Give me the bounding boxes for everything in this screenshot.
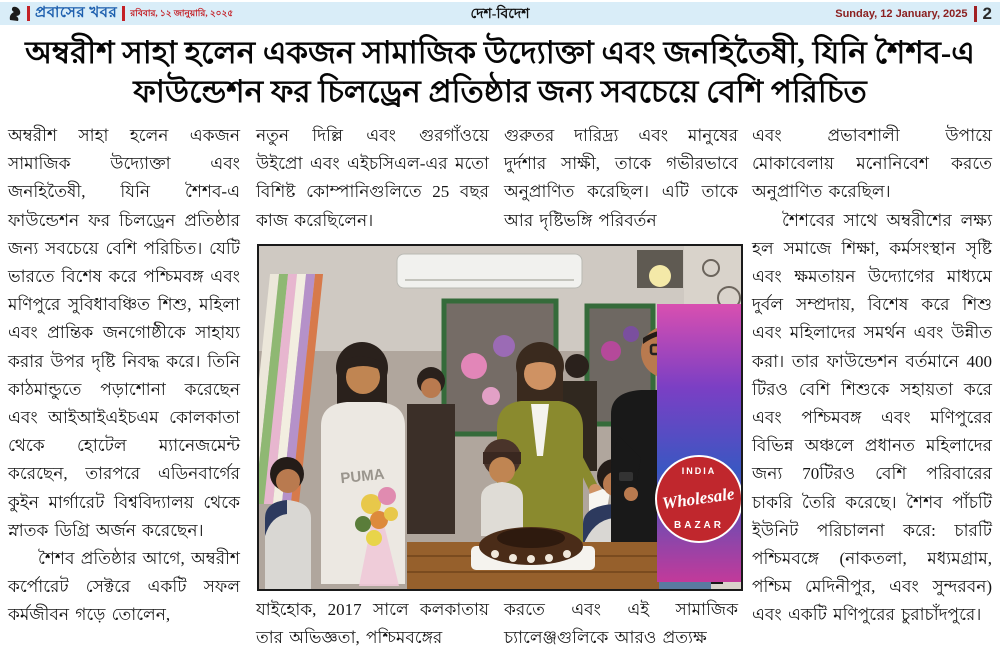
paragraph: গুরুতর দারিদ্র্য এবং মানুষের দুর্দশার সাক্ষী, তাকে গভীরভাবে অনুপ্রাণিত করেছিল। এটি তাকে আর দৃষ্টিভঙ্গি পরিবর্তন [504,126,738,230]
masthead-left [0,1,233,26]
banner-text-bazar: BAZAR [674,520,724,531]
shirt-brand-text: PUMA [339,465,386,488]
paragraph: শৈশবের সাথে অম্বরীশের লক্ষ্য হল সমাজে শিক্ষা, কর্মসংস্থান সৃষ্টি এবং ক্ষমতায়ন উদ্যোগের মাধ্যমে দুর্বল সম্প্রদায়, বিশেষ করে শিশু এবং মহিলাদের সমর্থন এবং উন্নীত করা। তার ফাউন্ডেশন বর্তমানে 400 টিরও বেশি শিশুকে সহায়তা করে এবং পশ্চিমবঙ্গ এবং মণিপুরের বিভিন্ন অঞ্চলে প্রধানত মহিলাদের জন্য 70টিরও বেশি পরিবারের চাকরি তৈরি করেছে। শৈশব পাঁচটি ইউনিট পরিচালনা করে: চারটি পশ্চিমবঙ্গে (নাকতলা, মধ্যমগ্রাম, পশ্চিম মেদিনীপুর, এবং সুন্দরবন) এবং একটি মণিপুরের চুরাচাঁদপুরে। [752,210,992,625]
newspaper-logo-icon [8,6,22,22]
page-number: 2 [982,3,992,23]
air-conditioner [397,254,582,288]
balloon [461,353,487,379]
balloon [482,387,500,405]
article-column-3-bottom [504,596,738,655]
paragraph: এবং প্রভাবশালী উপায়ে মোকাবেলায় মনোনিবেশ করতে অনুপ্রাণিত করেছিল। [752,126,992,202]
article-headline [6,33,994,111]
masthead-right [835,4,1000,24]
article-column-4 [752,122,992,652]
paragraph: করতে এবং এই সামাজিক চ্যালেঞ্জগুলিকে আরও প্রত্যক্ষ [504,600,738,648]
masthead-divider [27,6,30,21]
balloon [493,335,515,357]
paragraph: নতুন দিল্লি এবং গুরগাঁওয়ে উইপ্রো এবং এইচসিএল-এর মতো বিশিষ্ট কোম্পানিগুলিতে 25 বছর কাজ করেছিলেন। [256,126,489,230]
article-photo [257,244,743,591]
boy-with-beanie [481,439,523,536]
article-column-2-top [256,122,489,240]
section-title: দেশ-বিদেশ [470,6,530,22]
wholesale-banner [656,304,741,582]
ceiling-lamp [637,250,683,288]
balloon [623,326,639,342]
paragraph: অম্বরীশ সাহা হলেন একজন সামাজিক উদ্যোক্তা এবং জনহিতৈষী, যিনি শৈশব-এ ফাউন্ডেশন ফর চিলড্রেন প্রতিষ্ঠার জন্য সবচেয়ে বেশি পরিচিত। যেটি ভারতে বিশেষ করে পশ্চিমবঙ্গ এবং মণিপুরে সুবিধাবঞ্চিত শিশু, মহিলা এবং প্রান্তিক জনগোষ্ঠীকে সাহায্য করার উপর দৃষ্টি নিবদ্ধ করে। তিনি কাঠমান্ডুতে পড়াশোনা করেছেন এবং আইআইএইচএম কোলকাতা থেকে হোটেল ম্যানেজমেন্ট করেছেন, তারপরে এডিনবার্গের কুইন মার্গারেট বিশ্ববিদ্যালয় থেকে স্নাতক ডিগ্রি অর্জন করেছেন। [8,126,240,540]
photo-scene [259,246,741,589]
paragraph: যাইহোক, 2017 সালে কলকাতায় তার অভিজ্ঞতা, পশ্চিমবঙ্গের [256,600,489,648]
masthead-date-bengali: রবিবার, ১২ জানুয়ারি, ২০২৫ [130,8,234,18]
masthead [0,2,1000,25]
masthead-title: প্রবাসের খবর [35,5,118,21]
article-column-3-top [504,122,738,240]
banner-text-wholesale: Wholesale [660,484,736,514]
headline-line-1: অম্বরীশ সাহা হলেন একজন সামাজিক উদ্যোক্তা এবং জনহিতৈষী, যিনি শৈশব-এ [25,35,975,70]
balloon [601,341,621,361]
hand [624,487,638,501]
headline-line-2: ফাউন্ডেশন ফর চিলড্রেন প্রতিষ্ঠার জন্য সবচেয়ে বেশি পরিচিত [133,74,867,109]
banner-text-india: INDIA [681,466,717,476]
wristwatch [619,472,633,481]
article-column-2-bottom [256,596,489,655]
masthead-divider [122,6,125,21]
page-number-divider [974,6,977,22]
article-column-1 [8,122,240,652]
paragraph: শৈশব প্রতিষ্ঠার আগে, অম্বরীশ কর্পোরেট সেক্টরে একটি সফল কর্মজীবন গড়ে তোলেন, [8,549,240,625]
masthead-date-english: Sunday, 12 January, 2025 [835,7,968,20]
